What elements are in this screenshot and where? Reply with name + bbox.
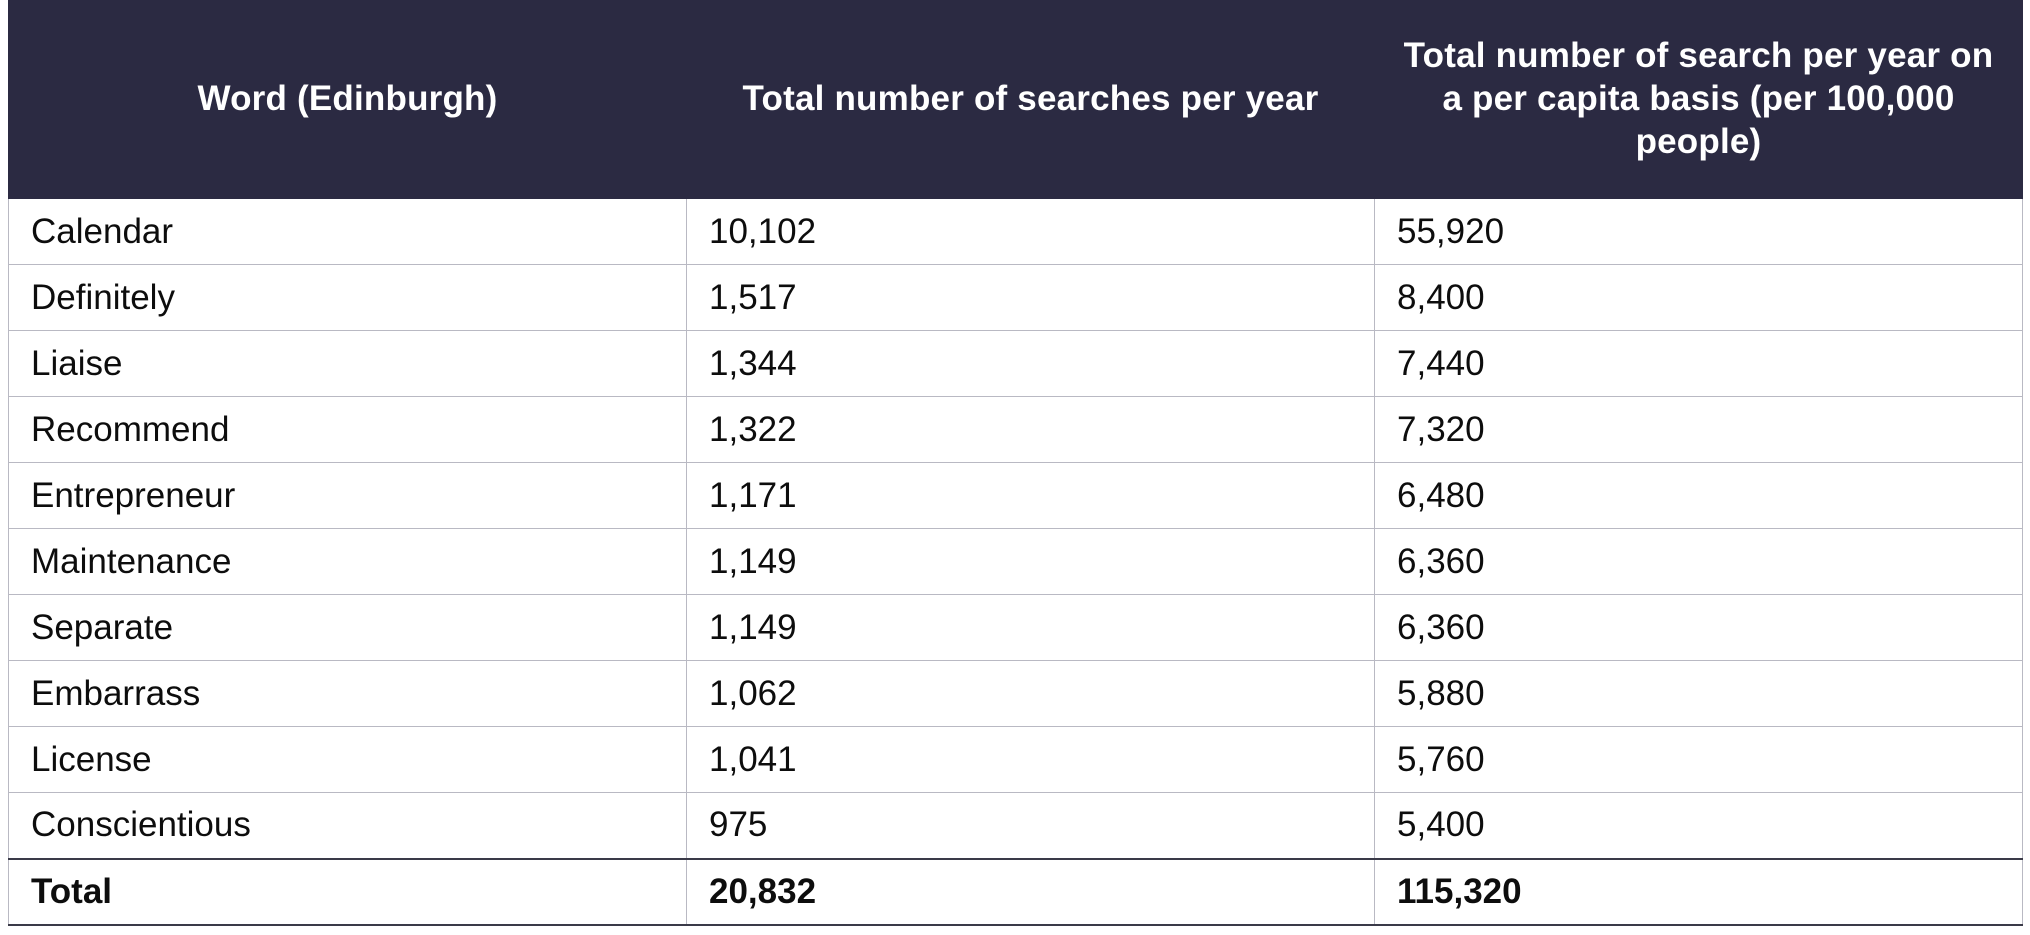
cell-searches: 1,171 (687, 463, 1375, 529)
cell-searches: 1,322 (687, 397, 1375, 463)
table-row (9, 397, 2023, 463)
cell-word: Entrepreneur (9, 463, 687, 529)
cell-searches: 1,517 (687, 265, 1375, 331)
table-row (9, 595, 2023, 661)
cell-per-capita: 6,360 (1375, 595, 2023, 661)
cell-word: Separate (9, 595, 687, 661)
search-terms-table (8, 0, 2023, 926)
cell-per-capita: 5,760 (1375, 727, 2023, 793)
cell-searches: 10,102 (687, 199, 1375, 265)
column-header-per-capita: Total number of search per year on a per capita basis (per 100,000 people) (1375, 1, 2023, 199)
cell-searches: 1,041 (687, 727, 1375, 793)
cell-total-per-capita: 115,320 (1375, 859, 2023, 925)
table-total-row (9, 859, 2023, 925)
table-row (9, 199, 2023, 265)
cell-searches: 1,344 (687, 331, 1375, 397)
cell-searches: 1,062 (687, 661, 1375, 727)
table-header-row (9, 1, 2023, 199)
cell-per-capita: 7,440 (1375, 331, 2023, 397)
cell-word: Calendar (9, 199, 687, 265)
table-body (9, 199, 2023, 925)
table-row (9, 529, 2023, 595)
cell-word: Maintenance (9, 529, 687, 595)
column-header-word: Word (Edinburgh) (9, 1, 687, 199)
cell-per-capita: 6,480 (1375, 463, 2023, 529)
cell-total-label: Total (9, 859, 687, 925)
cell-searches: 1,149 (687, 529, 1375, 595)
cell-per-capita: 8,400 (1375, 265, 2023, 331)
cell-per-capita: 7,320 (1375, 397, 2023, 463)
column-header-total-searches: Total number of searches per year (687, 1, 1375, 199)
cell-word: Recommend (9, 397, 687, 463)
cell-per-capita: 6,360 (1375, 529, 2023, 595)
cell-word: Liaise (9, 331, 687, 397)
table-row (9, 793, 2023, 859)
cell-word: License (9, 727, 687, 793)
cell-searches: 1,149 (687, 595, 1375, 661)
cell-searches: 975 (687, 793, 1375, 859)
cell-total-searches: 20,832 (687, 859, 1375, 925)
table-row (9, 463, 2023, 529)
table-header (9, 1, 2023, 199)
table-row (9, 265, 2023, 331)
cell-word: Conscientious (9, 793, 687, 859)
cell-word: Embarrass (9, 661, 687, 727)
table-row (9, 331, 2023, 397)
cell-per-capita: 5,880 (1375, 661, 2023, 727)
table-row (9, 727, 2023, 793)
table-row (9, 661, 2023, 727)
cell-per-capita: 55,920 (1375, 199, 2023, 265)
cell-word: Definitely (9, 265, 687, 331)
cell-per-capita: 5,400 (1375, 793, 2023, 859)
